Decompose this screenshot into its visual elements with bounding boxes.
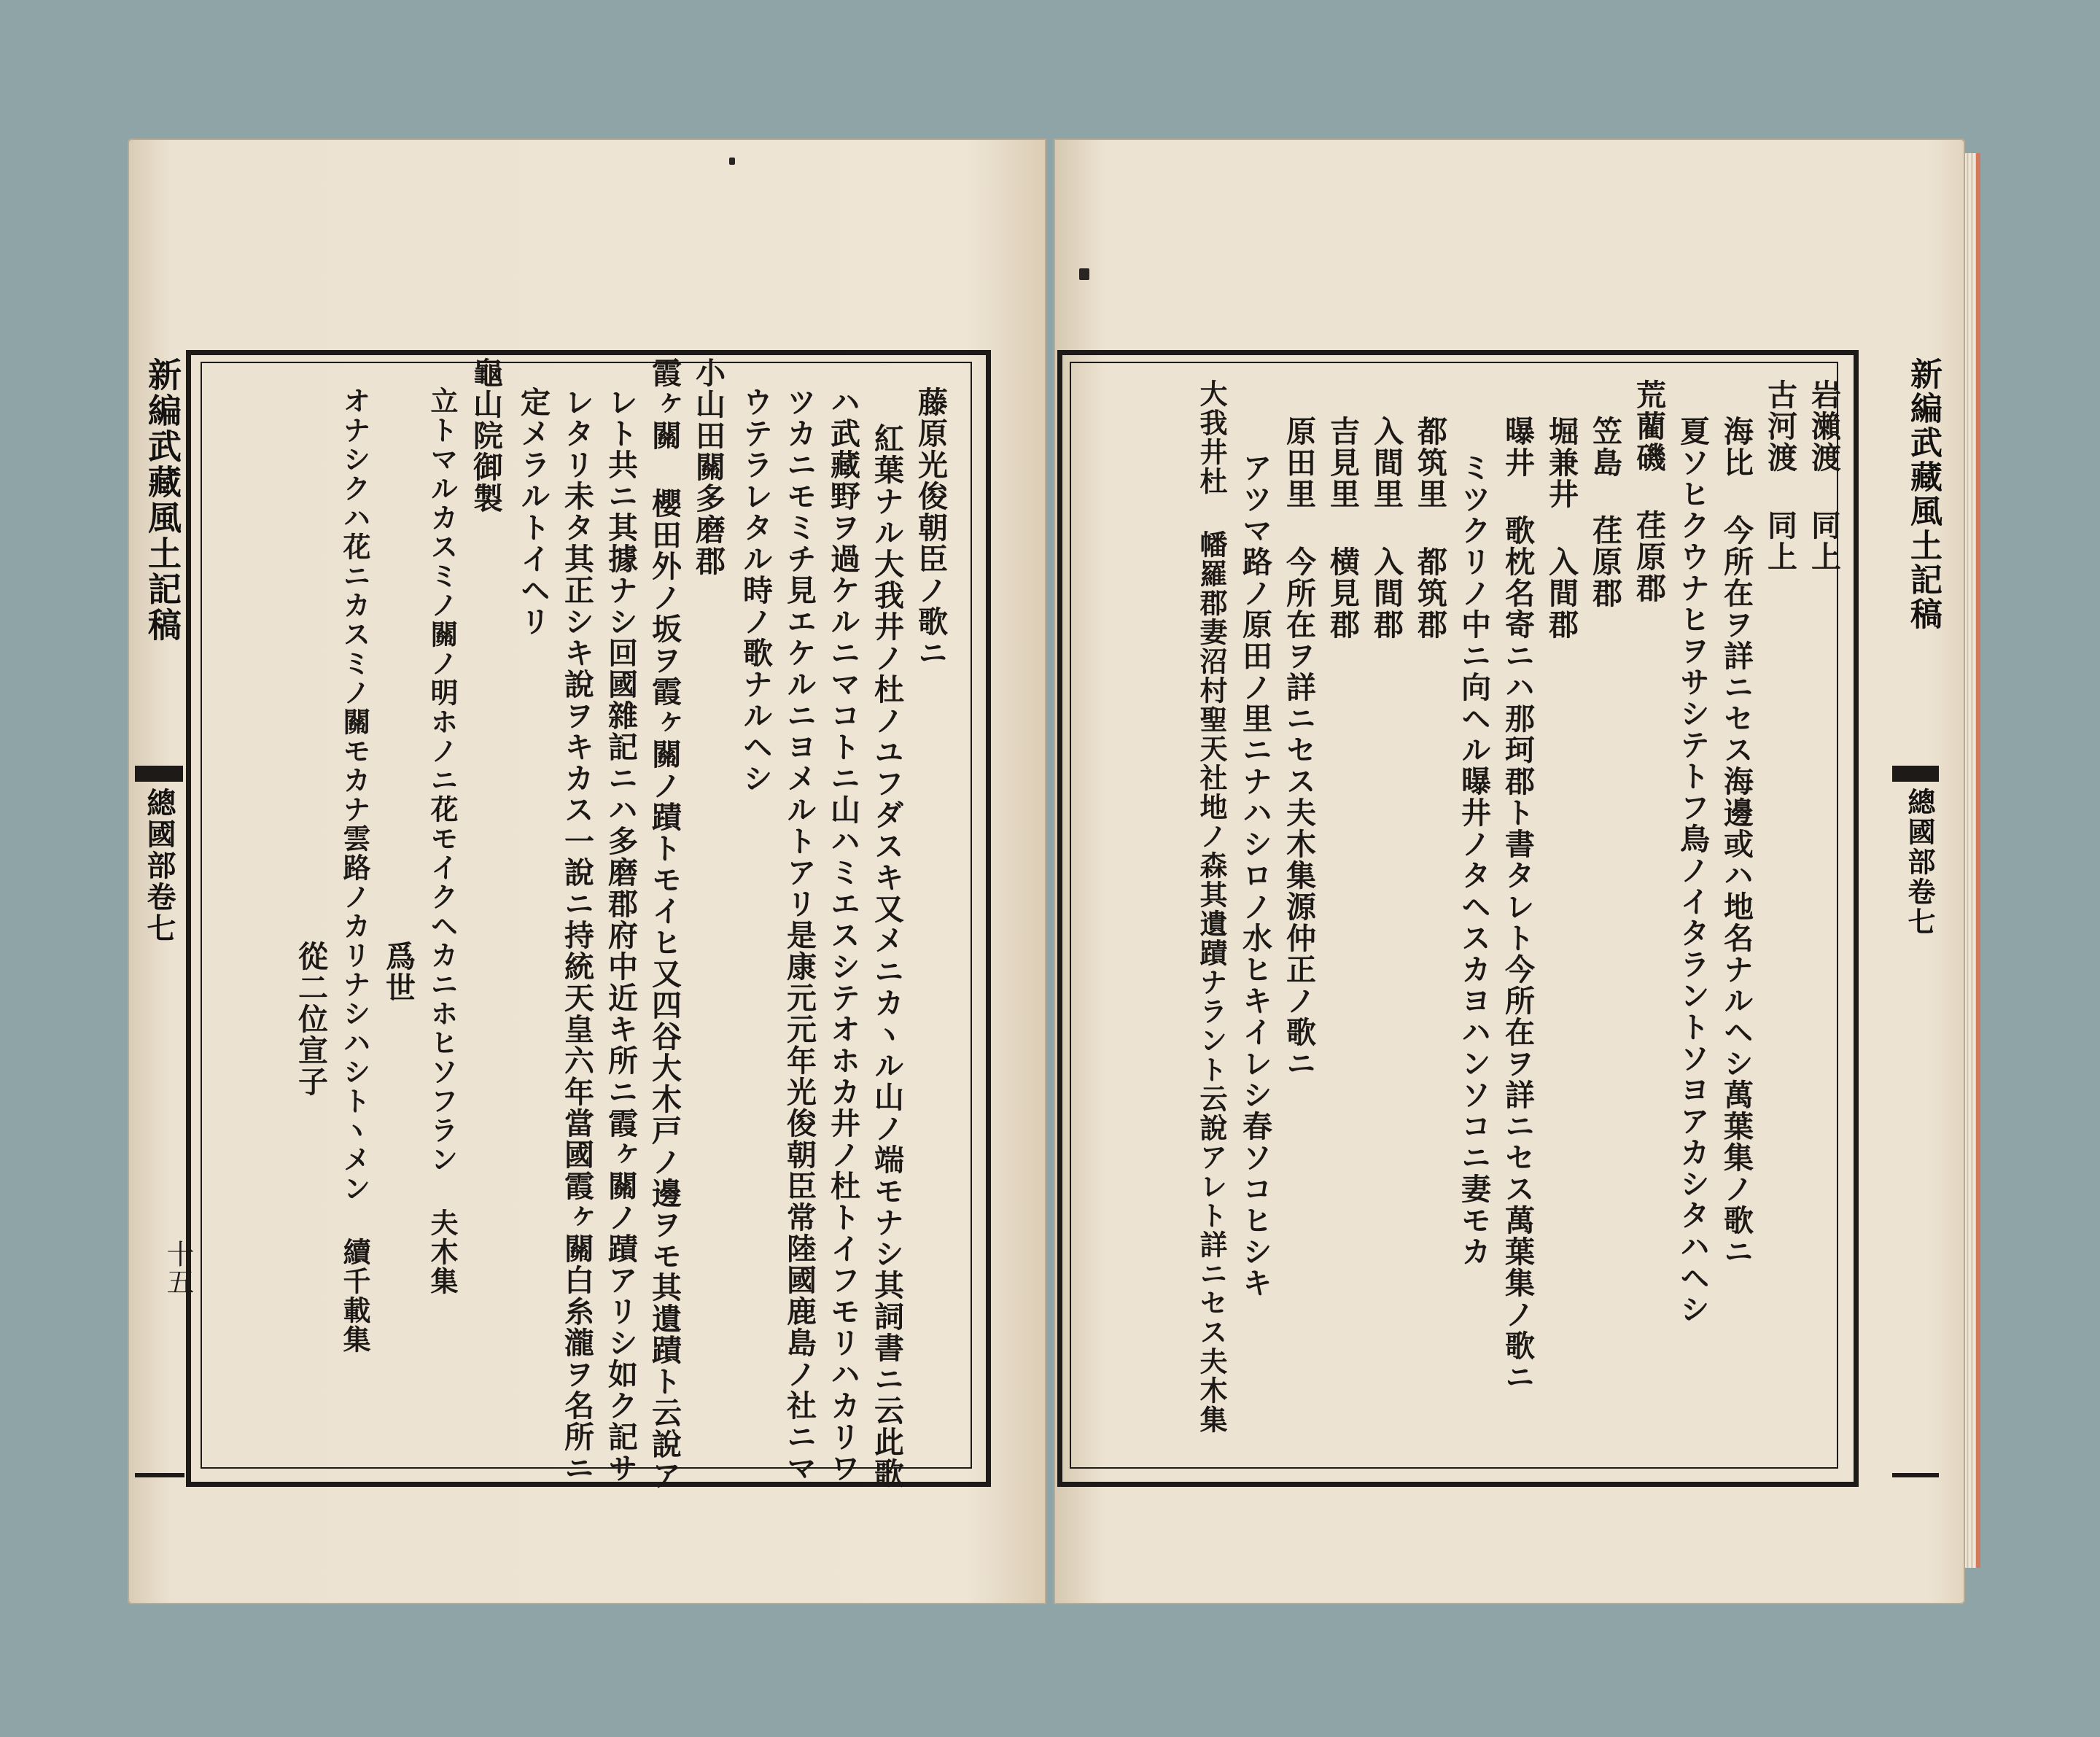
ink-speck bbox=[729, 158, 735, 165]
right-spine-section: 總國部卷七 bbox=[1903, 788, 1936, 937]
right-col-10: 都筑里 都筑郡 bbox=[1412, 416, 1447, 640]
right-col-12: 吉見里 横見郡 bbox=[1325, 416, 1360, 640]
right-spine-rule bbox=[1892, 1473, 1939, 1477]
left-folio: 十五 bbox=[162, 1240, 194, 1295]
left-col-4: ツカニモミチ見エケルニヨメルトアリ是康元元年光俊朝臣常陸國鹿島ノ社ニマ bbox=[782, 386, 817, 1484]
right-col-9: ミツクリノ中ニ向ヘル曝井ノタヘスカヨハンソコニ妻モカ bbox=[1456, 452, 1491, 1267]
ink-speck bbox=[1079, 268, 1089, 280]
right-col-2: 古河渡 同上 bbox=[1762, 379, 1797, 572]
left-col-2: 紅葉ナル大我井ノ杜ノユフダスキ又メニカヽル山ノ端モナシ其詞書ニ云此歌 bbox=[869, 423, 904, 1489]
open-book bbox=[128, 131, 1980, 1626]
right-spine-title: 新編武藏風土記稿 bbox=[1905, 357, 1942, 632]
right-col-14: アツマ路ノ原田ノ里ニナハシロノ水ヒキイレシ春ソコヒシキ bbox=[1237, 452, 1272, 1299]
left-spine-rule bbox=[135, 1473, 184, 1477]
right-col-5: 荒藺磯 荏原郡 bbox=[1631, 379, 1666, 604]
left-col-9: レタリ未タ其正シキ說ヲキカス一說ニ持統天皇六年當國霞ヶ關白糸瀧ヲ名所ニ bbox=[559, 386, 594, 1484]
left-spine-fishtail bbox=[135, 766, 183, 782]
left-col-8: レト共ニ其據ナシ回國雜記ニハ多磨郡府中近キ所ニ霞ヶ關ノ蹟アリシ如ク記サ bbox=[603, 386, 638, 1484]
left-col-14: オナシクハ花ニカスミノ關モカナ雲路ノカリナシハシトヽメン 續千載集 bbox=[338, 386, 371, 1354]
left-col-7: 霞ヶ關 櫻田外ノ坂ヲ霞ヶ關ノ蹟トモイヒ又四谷大木戸ノ邊ヲモ其遺蹟ト云說ア bbox=[647, 357, 682, 1491]
left-col-11: 龜山院御製 bbox=[468, 357, 503, 514]
right-col-4: 夏ソヒクウナヒヲサシテトフ鳥ノイタラントソヨアカシタハヘシ bbox=[1675, 416, 1710, 1325]
right-col-13: 原田里 今所在ヲ詳ニセス夫木集源仲正ノ歌ニ bbox=[1281, 416, 1316, 1079]
left-col-3: ハ武藏野ヲ過ケルニマコトニ山ハミエスシテオホカ井ノ杜トイフモリハカリワ bbox=[825, 386, 860, 1484]
right-col-3: 海比 今所在ヲ詳ニセス海邊或ハ地名ナルヘシ萬葉集ノ歌ニ bbox=[1719, 416, 1754, 1267]
right-col-15: 大我井杜 幡羅郡妻沼村聖天社地ノ森其遺蹟ナラント云說アレト詳ニセス夫木集 bbox=[1195, 379, 1228, 1434]
left-col-6: 小山田關多磨郡 bbox=[691, 357, 726, 577]
left-col-10: 定メラルトイヘリ bbox=[516, 386, 551, 637]
right-spine-fishtail bbox=[1892, 766, 1939, 782]
left-col-1: 藤原光俊朝臣ノ歌ニ bbox=[913, 386, 948, 669]
left-col-13: 爲世 bbox=[381, 941, 416, 1003]
right-col-8: 曝井 歌枕名寄ニハ那珂郡ト書タレト今所在ヲ詳ニセス萬葉集ノ歌ニ bbox=[1500, 416, 1535, 1393]
left-spine-section: 總國部卷七 bbox=[142, 788, 176, 944]
right-col-7: 堀兼井 入間郡 bbox=[1544, 416, 1579, 640]
left-col-5: ウテラレタル時ノ歌ナルヘシ bbox=[738, 386, 773, 794]
right-col-6: 笠島 荏原郡 bbox=[1587, 416, 1622, 609]
left-col-12: 立トマルカスミノ關ノ明ホノニ花モイクヘカニホヒソフラン 夫木集 bbox=[426, 386, 459, 1296]
right-col-1: 岩瀨渡 同上 bbox=[1806, 379, 1841, 572]
left-spine-title: 新編武藏風土記稿 bbox=[143, 357, 182, 643]
right-col-11: 入間里 入間郡 bbox=[1369, 416, 1404, 640]
left-col-15: 從二位宣子 bbox=[293, 941, 328, 1097]
